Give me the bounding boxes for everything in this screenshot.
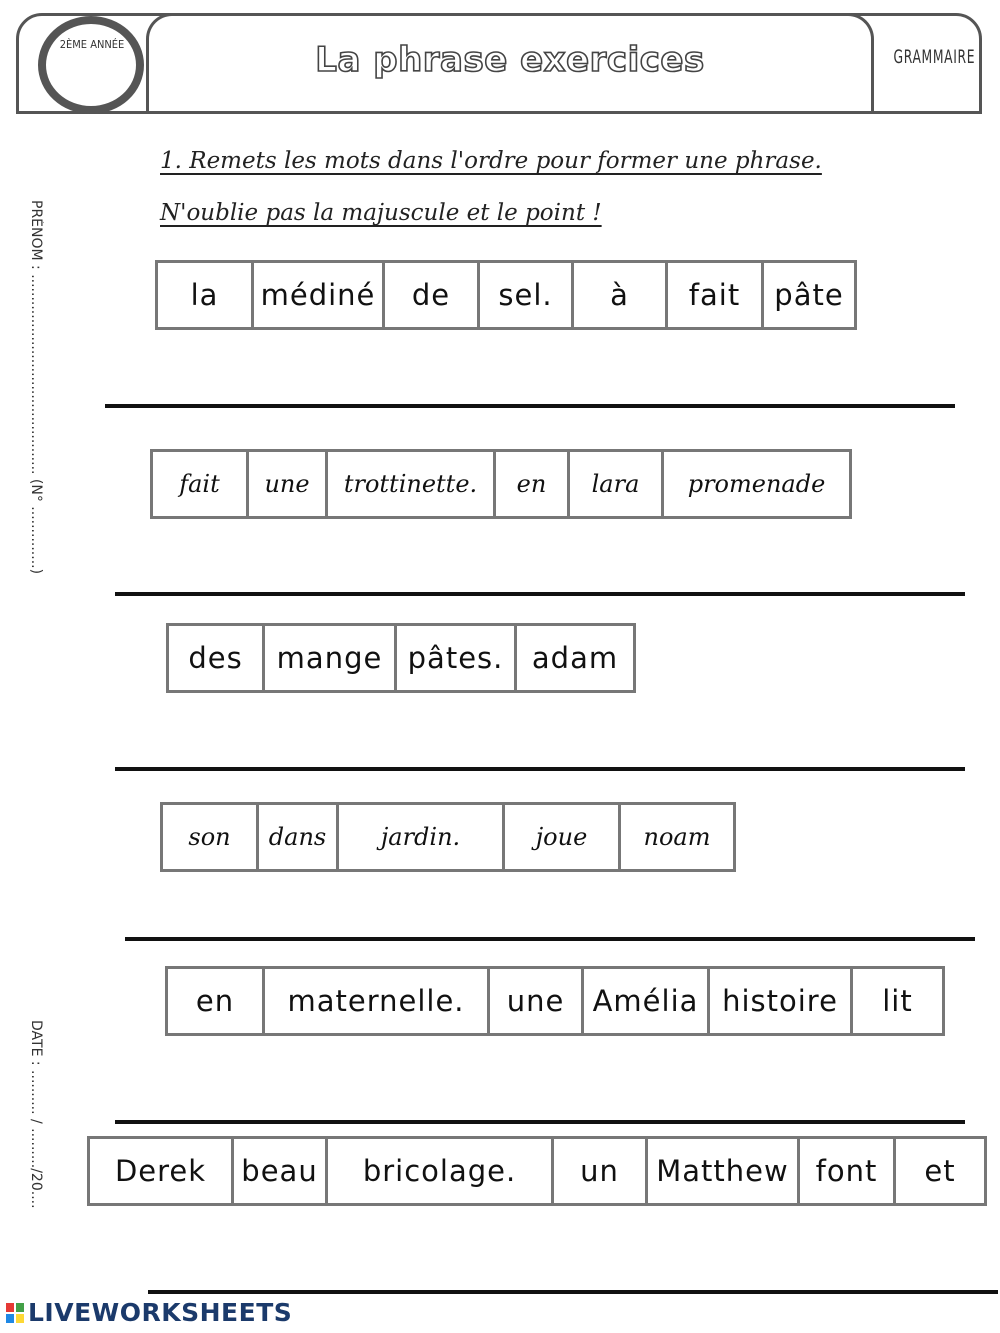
- word-row-3: [166, 623, 636, 693]
- word-tile[interactable]: la: [158, 263, 254, 327]
- word-tile[interactable]: de: [385, 263, 480, 327]
- word-tile[interactable]: fait: [153, 452, 249, 516]
- page-title: La phrase exercices: [315, 40, 705, 80]
- word-row-6: [87, 1136, 987, 1206]
- answer-line-1[interactable]: [105, 404, 955, 408]
- word-tile[interactable]: en: [168, 969, 265, 1033]
- word-tile[interactable]: dans: [259, 805, 339, 869]
- word-tile[interactable]: noam: [643, 823, 711, 851]
- word-tile[interactable]: lara: [570, 452, 664, 516]
- word-tile[interactable]: en: [496, 452, 570, 516]
- subject-label: GRAMMAIRE: [893, 46, 976, 68]
- word-tile[interactable]: lit: [882, 984, 913, 1018]
- word-tile[interactable]: Derek: [90, 1139, 234, 1203]
- word-tile[interactable]: une: [249, 452, 328, 516]
- word-tile[interactable]: histoire: [710, 969, 853, 1033]
- word-tile[interactable]: promenade: [687, 470, 826, 498]
- instruction-line-1: 1. Remets les mots dans l'ordre pour former une phrase.: [160, 148, 822, 174]
- word-tile[interactable]: trottinette.: [328, 452, 496, 516]
- answer-line-6[interactable]: [148, 1290, 998, 1294]
- logo-squares-icon: [6, 1303, 24, 1323]
- word-tile[interactable]: jardin.: [339, 805, 505, 869]
- sidebar-name-field: PRÉNOM : ............................................. (N° ..............): [28, 200, 44, 575]
- word-tile[interactable]: adam: [531, 641, 619, 675]
- word-tile[interactable]: beau: [234, 1139, 328, 1203]
- word-tile[interactable]: maternelle.: [265, 969, 490, 1033]
- word-row-4: [160, 802, 736, 872]
- word-tile[interactable]: Amélia: [584, 969, 710, 1033]
- grade-circle: [38, 16, 144, 114]
- word-tile[interactable]: sel.: [480, 263, 574, 327]
- liveworksheets-logo[interactable]: [6, 1298, 292, 1327]
- answer-line-5[interactable]: [115, 1120, 965, 1124]
- answer-line-2[interactable]: [115, 592, 965, 596]
- word-tile[interactable]: médiné: [254, 263, 385, 327]
- word-tile[interactable]: et: [924, 1154, 956, 1188]
- word-tile[interactable]: à: [574, 263, 668, 327]
- word-row-2: [150, 449, 852, 519]
- word-row-1: [155, 260, 857, 330]
- word-tile[interactable]: bricolage.: [328, 1139, 554, 1203]
- sidebar-date-field: DATE : .......... / ........./20....: [28, 1020, 44, 1209]
- answer-line-3[interactable]: [115, 767, 965, 771]
- word-tile[interactable]: mange: [265, 626, 397, 690]
- instruction-line-2: N'oublie pas la majuscule et le point !: [160, 200, 602, 226]
- word-tile[interactable]: pâte: [774, 278, 844, 312]
- word-tile[interactable]: des: [169, 626, 265, 690]
- word-tile[interactable]: un: [554, 1139, 648, 1203]
- grade-label: 2ÈME ANNÉE: [59, 38, 125, 51]
- word-tile[interactable]: font: [800, 1139, 896, 1203]
- word-tile[interactable]: pâtes.: [397, 626, 517, 690]
- word-tile[interactable]: son: [163, 805, 259, 869]
- answer-line-4[interactable]: [125, 937, 975, 941]
- word-tile[interactable]: Matthew: [648, 1139, 800, 1203]
- word-tile[interactable]: joue: [505, 805, 621, 869]
- word-tile[interactable]: fait: [668, 263, 764, 327]
- logo-text: LIVEWORKSHEETS: [28, 1298, 293, 1327]
- header-divider: [16, 111, 982, 114]
- word-row-5: [165, 966, 945, 1036]
- word-tile[interactable]: une: [490, 969, 584, 1033]
